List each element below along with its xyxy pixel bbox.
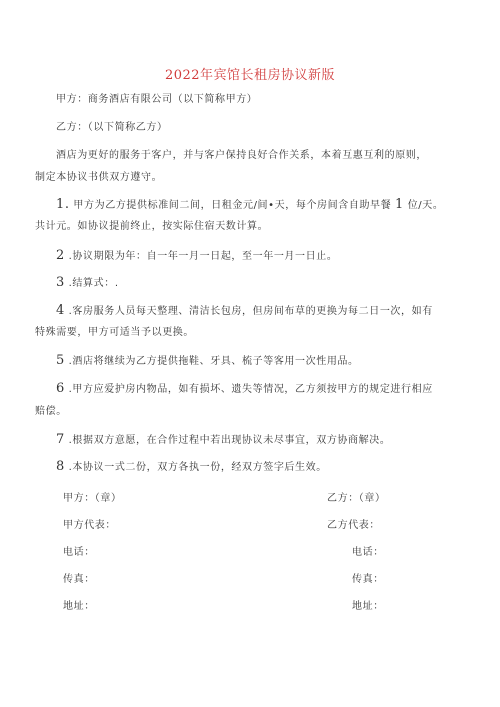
clause-2-text: .协议期限为年：自一年一月一日起，至一年一月一日止。 xyxy=(68,251,338,262)
clause-7 xyxy=(56,429,488,452)
clause-1-breakfast-count: 1 xyxy=(395,197,404,212)
clause-1-line-2: 共计元。如协议提前终止，按实际住宿天数计算。 xyxy=(35,221,269,232)
party-a-phone-label: 电话： xyxy=(63,547,95,558)
clause-3-text: .结算式：. xyxy=(68,278,119,289)
clause-6-number: 6 xyxy=(56,381,65,396)
intro-line-1: 酒店为更好的服务于客户，并与客户保持良好合作关系，本着互惠互利的原则， xyxy=(56,150,427,161)
party-b-line: 乙方：（以下简称乙方） xyxy=(56,122,168,133)
party-a-representative-label: 甲方代表： xyxy=(63,520,116,531)
clause-3-number: 3 xyxy=(56,275,65,290)
clause-6-line-2: 赔偿。 xyxy=(35,406,67,417)
clause-2-number: 2 xyxy=(56,248,65,263)
document-title: 2022年宾馆长租房协议新版 xyxy=(164,68,336,83)
clause-1-text: 甲方为乙方提供标准间二间，日租金元/间•天，每个房间含自助早餐 xyxy=(73,200,392,211)
clause-4-line-2: 特殊需要，甲方可适当予以更换。 xyxy=(35,327,194,338)
clause-5 xyxy=(56,350,488,373)
clause-7-text: .根据双方意愿，在合作过程中若出现协议未尽事宜，双方协商解决。 xyxy=(68,435,391,446)
party-b-address-label: 地址： xyxy=(352,601,384,612)
clause-6-text: .甲方应爱护房内物品，如有损坏、遗失等情况，乙方须按甲方的规定进行相应 xyxy=(68,384,433,395)
party-a-line: 甲方：商务酒店有限公司（以下简称甲方） xyxy=(56,94,258,105)
party-b-phone-label: 电话： xyxy=(352,547,384,558)
clause-1 xyxy=(56,194,488,217)
clause-5-text: .酒店将继续为乙方提供拖鞋、牙具、梳子等客用一次性用品。 xyxy=(68,356,359,367)
clause-1-number: 1. xyxy=(56,197,70,212)
clause-6 xyxy=(56,378,488,401)
clause-8-text: .本协议一式二份，双方各执一份，经双方签字后生效。 xyxy=(68,462,327,473)
clause-4-text: .客房服务人员每天整理、清洁长包房，但房间布草的更换为每二日一次，如有 xyxy=(68,306,433,317)
party-b-seal-label: 乙方：（章） xyxy=(327,493,386,504)
clause-7-number: 7 xyxy=(56,432,65,447)
clause-4-number: 4 xyxy=(56,303,65,318)
intro-line-2: 制定本协议书供双方遵守。 xyxy=(35,172,163,183)
clause-5-number: 5 xyxy=(56,353,65,368)
clause-2 xyxy=(56,245,488,268)
clause-1-text-end: 位/天。 xyxy=(407,200,444,211)
clause-8-number: 8 xyxy=(56,459,65,474)
clause-4 xyxy=(56,300,488,323)
party-b-fax-label: 传真： xyxy=(352,574,384,585)
party-a-seal-label: 甲方：（章） xyxy=(63,493,122,504)
party-a-address-label: 地址： xyxy=(63,601,95,612)
clause-3 xyxy=(56,272,488,295)
party-a-fax-label: 传真： xyxy=(63,574,95,585)
party-b-representative-label: 乙方代表： xyxy=(327,520,380,531)
clause-8 xyxy=(56,456,488,479)
